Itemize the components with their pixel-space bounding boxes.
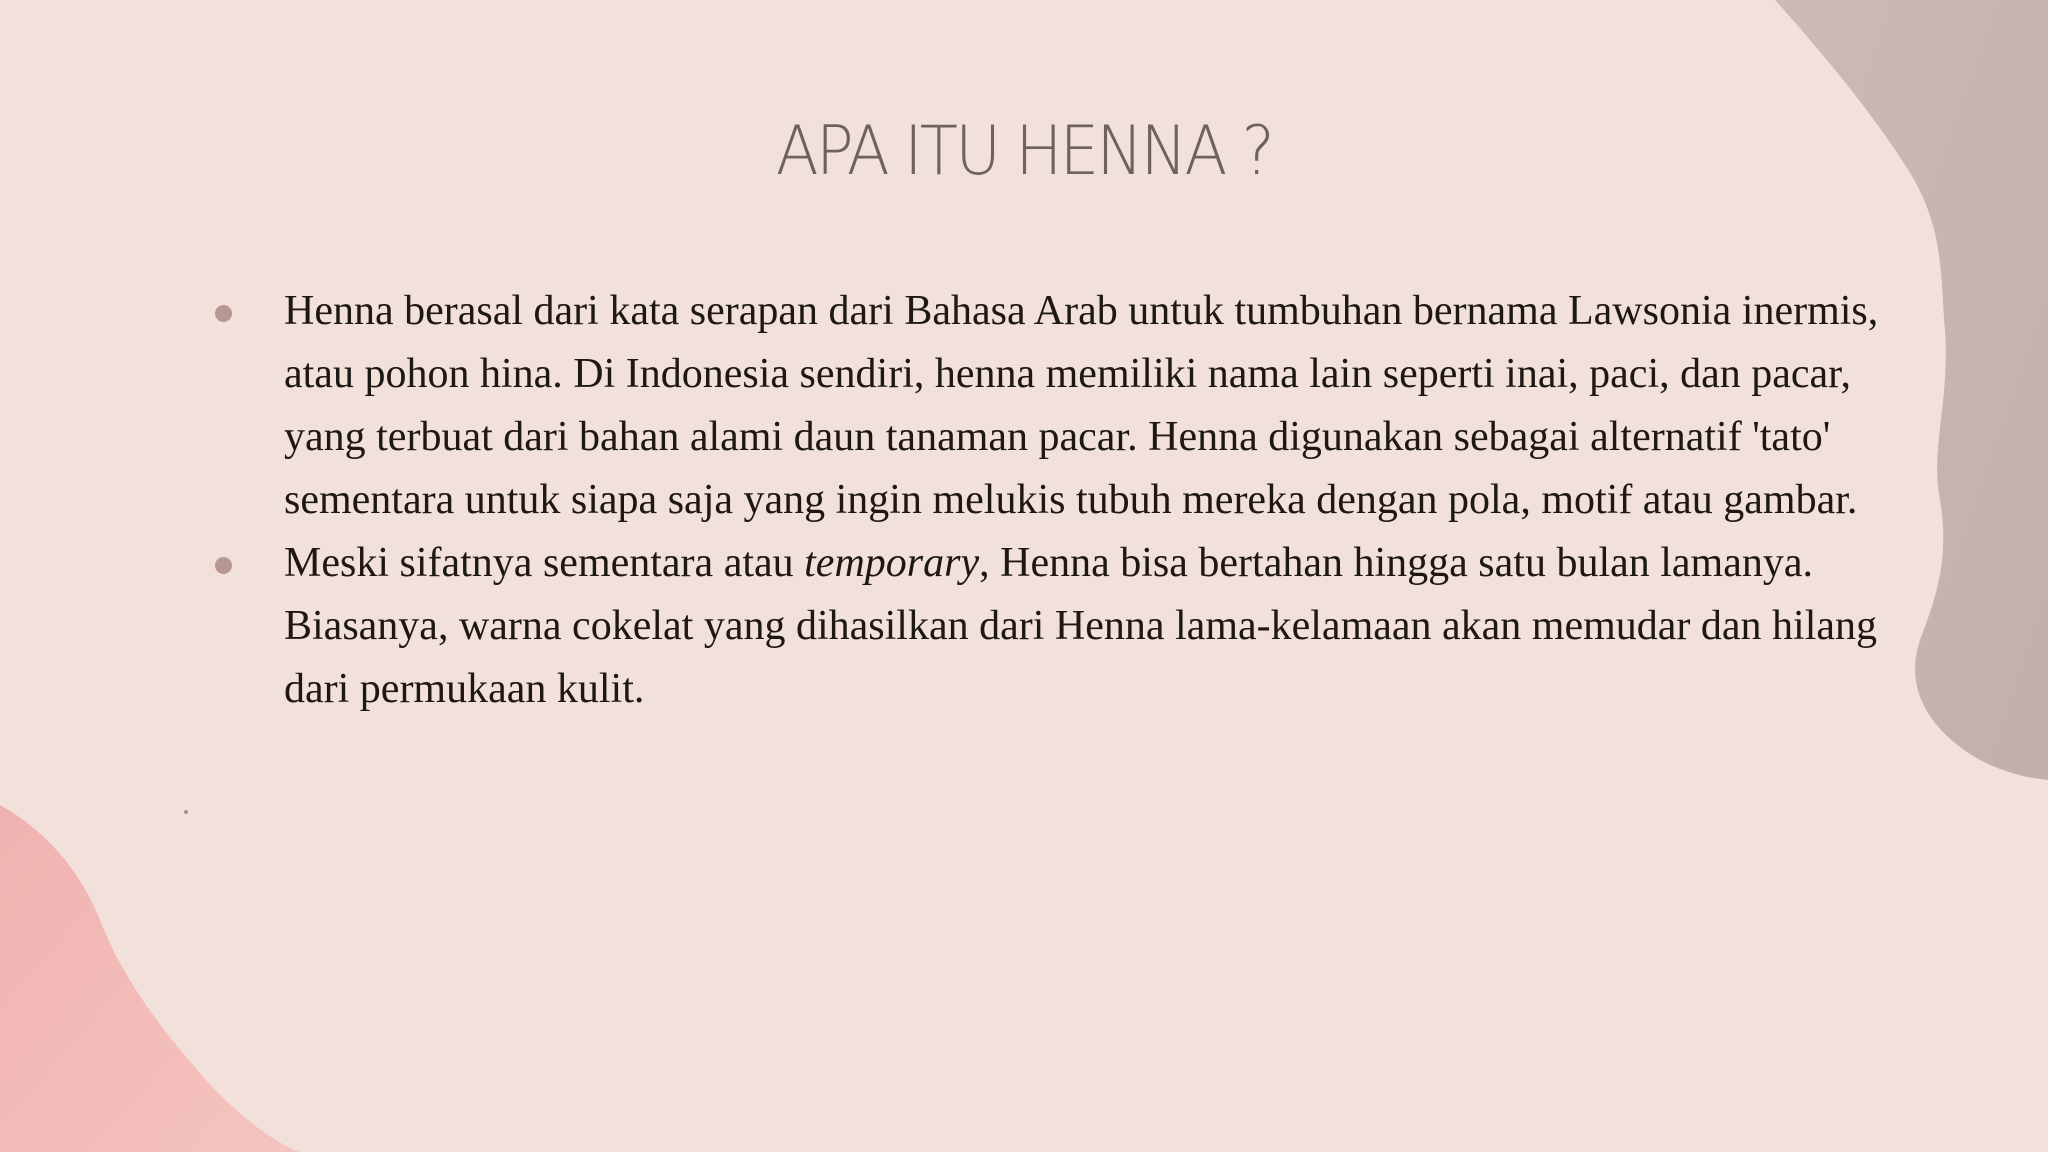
slide-title: APA ITU HENNA ? — [775, 112, 1273, 191]
bullet-icon — [215, 557, 232, 574]
bullet-text — [284, 540, 1877, 712]
bullet-text-before: Meski sifatnya sementara atau — [284, 540, 805, 586]
bullet-text-italic: temporary — [804, 540, 980, 586]
pink-blob-shape — [0, 805, 300, 1152]
bullet-list — [200, 280, 1880, 721]
bullet-text-after: , Henna bisa bertahan hingga satu bulan lamanya. Biasanya, warna cokelat yang dihasilkan dari Henna lama-kelamaan akan memudar dan hilang dari permukaan kulit. — [284, 540, 1878, 712]
decorative-dot — [184, 810, 188, 814]
bullet-item — [200, 280, 1880, 532]
bullet-icon — [215, 305, 232, 322]
bullet-text: Henna berasal dari kata serapan dari Bahasa Arab untuk tumbuhan bernama Lawsonia inermis, atau pohon hina. Di Indonesia sendiri, henna memiliki nama lain seperti inai, paci, dan pacar, yang terbuat dari bahan alami daun tanaman pacar. Henna digunakan sebagai alternatif 'tato' sementara untuk siapa saja yang ingin melukis tubuh mereka dengan pola, motif atau gambar. — [284, 288, 1879, 523]
bullet-item — [200, 532, 1880, 721]
